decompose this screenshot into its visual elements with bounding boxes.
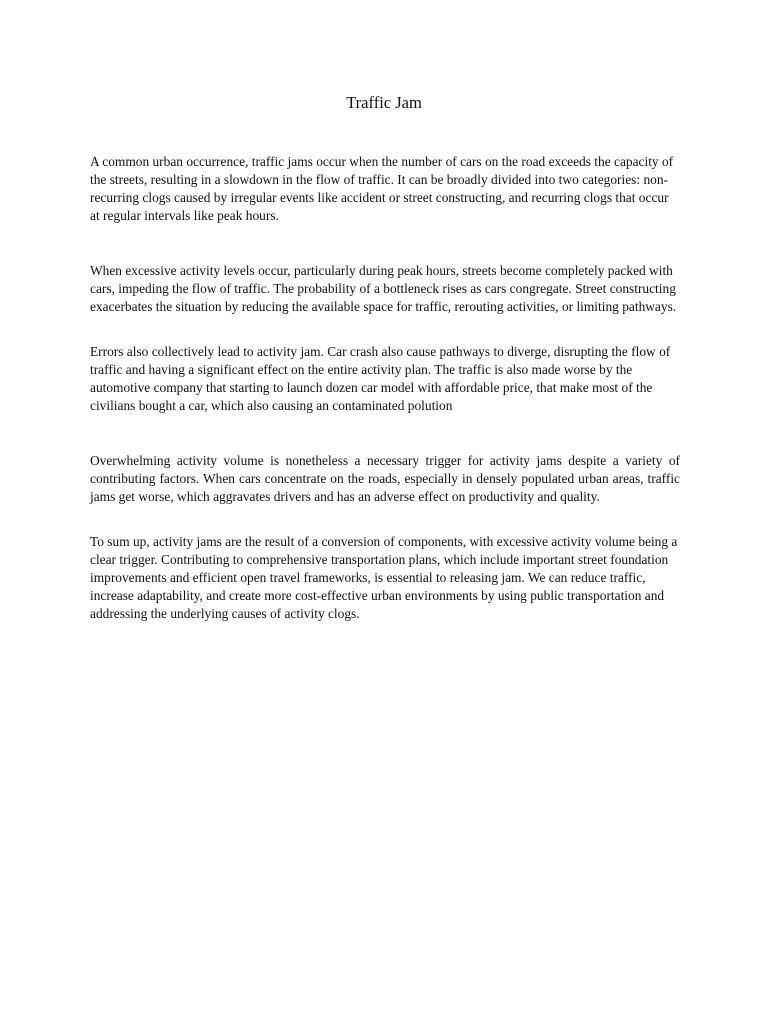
paragraph-conclusion: To sum up, activity jams are the result of a conversion of components, with excessive activity volume being a clear trigger. Contributing to comprehensive transportation plans, which include important street foundation improvements and efficient open travel frameworks, is essential to releasing jam. We can reduce traffic, increase adaptability, and create more cost-effective urban environments by using public transportation and addressing the underlying causes of activity clogs.	[90, 534, 678, 622]
paragraph-volume: Overwhelming activity volume is nonetheless a necessary trigger for activity jams despite a variety of contributing factors. When cars concentrate on the roads, especially in densely populated urban areas, traffic jams get worse, which aggravates drivers and has an adverse effect on productivity and quality.	[90, 453, 680, 505]
document-title: Traffic Jam	[346, 93, 422, 112]
paragraph-errors: Errors also collectively lead to activity jam. Car crash also cause pathways to diverge, disrupting the flow of traffic and having a significant effect on the entire activity plan. The traffic is also made worse by the automotive company that starting to launch dozen car model with affordable price, that make most of the civilians bought a car, which also causing an contaminated polution	[90, 344, 671, 414]
paragraph-peak-hours: When excessive activity levels occur, particularly during peak hours, streets become completely packed with cars, impeding the flow of traffic. The probability of a bottleneck rises as cars congregate. Street constructing exacerbates the situation by reducing the available space for traffic, rerouting activities, or limiting pathways.	[90, 263, 677, 315]
paragraph-intro: A common urban occurrence, traffic jams occur when the number of cars on the road exceeds the capacity of the streets, resulting in a slowdown in the flow of traffic. It can be broadly divided into two categories: non-recurring clogs caused by irregular events like accident or street constructing, and recurring clogs that occur at regular intervals like peak hours.	[90, 154, 674, 224]
